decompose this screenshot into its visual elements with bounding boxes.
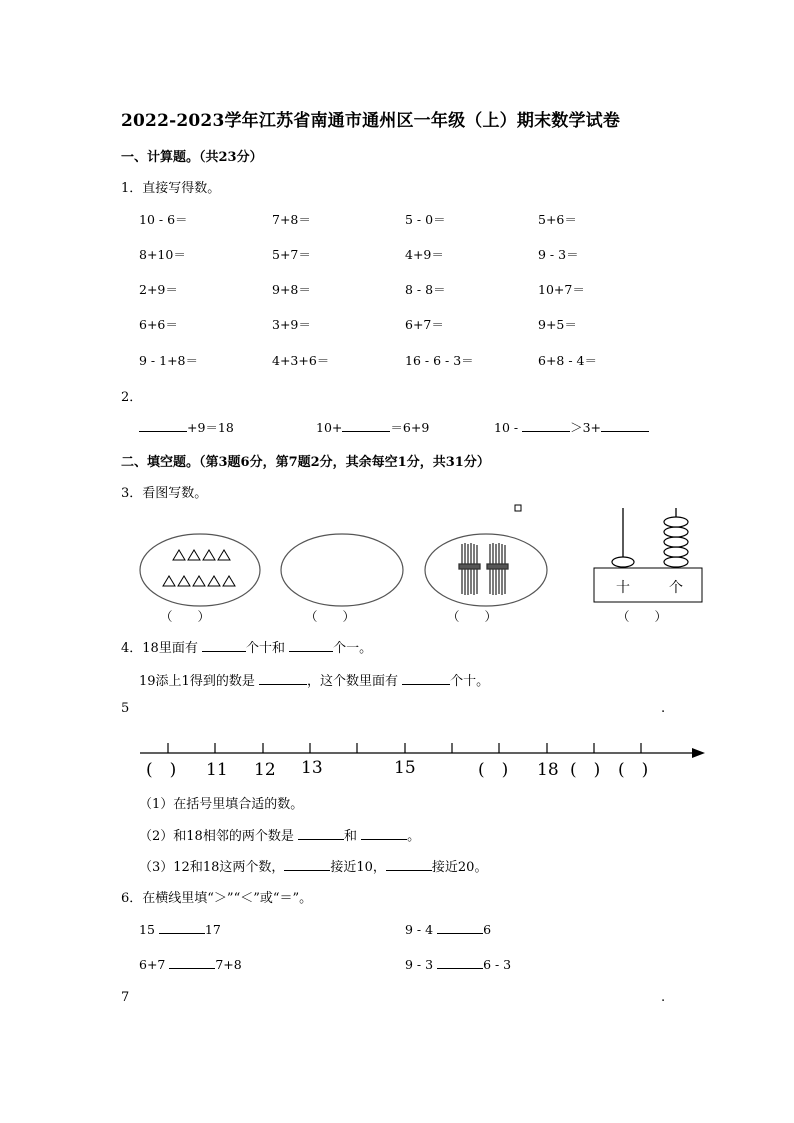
stick-bundle-icon bbox=[459, 543, 480, 595]
compare-item: 15 17 bbox=[139, 922, 221, 937]
calc-item: 9+5＝ bbox=[538, 317, 577, 332]
triangle-icon bbox=[163, 550, 235, 586]
abacus-bead bbox=[664, 537, 688, 547]
question-5-sub-1: （1）在括号里填合适的数。 bbox=[139, 797, 304, 812]
tick-label-blank: ( ) bbox=[618, 760, 649, 780]
question-4-line-2: 19添上1得到的数是 ，这个数里面有 个十。 bbox=[139, 674, 490, 689]
answer-blank[interactable] bbox=[169, 956, 215, 969]
fill-item-2: 10+ ＝6+9 bbox=[316, 420, 430, 435]
calc-item: 8 - 8＝ bbox=[405, 282, 446, 297]
calc-item: 2+9＝ bbox=[139, 282, 178, 297]
answer-blank[interactable] bbox=[361, 827, 407, 840]
tick-label: 13 bbox=[301, 758, 323, 778]
square-marker bbox=[515, 505, 521, 511]
calc-item: 6+8 - 4＝ bbox=[538, 353, 598, 368]
tick-label: 18 bbox=[537, 760, 559, 780]
answer-blank[interactable] bbox=[259, 672, 307, 685]
number-line bbox=[130, 733, 710, 783]
empty-ellipse bbox=[281, 534, 403, 606]
calc-item: 8+10＝ bbox=[139, 247, 186, 262]
question-3-label: 3．看图写数。 bbox=[121, 486, 208, 501]
tick-label: 12 bbox=[254, 760, 276, 780]
question-7-label: 7 bbox=[121, 990, 130, 1005]
question-5-sub-2: （2）和18相邻的两个数是 和 。 bbox=[139, 829, 421, 844]
answer-paren[interactable]: （ ） bbox=[617, 609, 668, 624]
question-5-dot: . bbox=[661, 701, 666, 716]
question-2-label: 2． bbox=[121, 390, 143, 405]
fill-item-1: +9＝18 bbox=[139, 418, 234, 436]
abacus-bead bbox=[664, 547, 688, 557]
calc-item: 5 - 0＝ bbox=[405, 212, 446, 227]
answer-blank[interactable] bbox=[402, 672, 450, 685]
stick-bundles-ellipse bbox=[425, 534, 547, 606]
compare-item: 9 - 4 6 bbox=[405, 922, 492, 937]
triangle-ellipse bbox=[140, 534, 260, 606]
abacus-bead bbox=[664, 517, 688, 527]
abacus-label-ones: 个 bbox=[669, 580, 683, 596]
answer-blank[interactable] bbox=[289, 639, 333, 652]
calc-item: 4+9＝ bbox=[405, 247, 444, 262]
answer-blank[interactable] bbox=[601, 419, 649, 432]
compare-item: 9 - 3 6 - 3 bbox=[405, 957, 512, 972]
question-5-label: 5 bbox=[121, 701, 130, 716]
answer-blank[interactable] bbox=[159, 921, 205, 934]
calc-item: 9 - 3＝ bbox=[538, 247, 579, 262]
tick-label-blank: ( ) bbox=[570, 760, 601, 780]
calc-item: 9 - 1+8＝ bbox=[139, 353, 199, 368]
answer-blank[interactable] bbox=[284, 858, 330, 871]
question-6-label: 6．在横线里填“＞”“＜”或“＝”。 bbox=[121, 891, 313, 906]
question-7-dot: . bbox=[661, 990, 666, 1005]
abacus-bead bbox=[664, 557, 688, 567]
question-4-line-1: 4．18里面有 个十和 个一。 bbox=[121, 641, 373, 656]
question-1-label: 1．直接写得数。 bbox=[121, 181, 221, 196]
answer-blank[interactable] bbox=[342, 419, 390, 432]
question-5-sub-3: （3）12和18这两个数， 接近10， 接近20。 bbox=[139, 860, 488, 875]
calc-item: 5+6＝ bbox=[538, 212, 577, 227]
abacus bbox=[594, 508, 702, 602]
calc-item: 4+3+6＝ bbox=[272, 353, 330, 368]
page-title: 2022-2023学年江苏省南通市通州区一年级（上）期末数学试卷 bbox=[121, 111, 621, 131]
calc-item: 10 - 6＝ bbox=[139, 212, 188, 227]
answer-blank[interactable] bbox=[386, 858, 432, 871]
section-2-heading: 二、填空题。（第3题6分，第7题2分，其余每空1分，共31分） bbox=[121, 455, 490, 470]
calc-item: 7+8＝ bbox=[272, 212, 311, 227]
answer-paren[interactable]: （ ） bbox=[447, 609, 498, 624]
tick-label-blank: ( ) bbox=[478, 760, 509, 780]
abacus-bead bbox=[612, 557, 634, 567]
fill-item-3: 10 - ＞3+ bbox=[494, 418, 649, 436]
answer-blank[interactable] bbox=[437, 956, 483, 969]
answer-paren[interactable]: （ ） bbox=[160, 609, 211, 624]
tick-label-blank: ( ) bbox=[146, 760, 177, 780]
calc-item: 6+7＝ bbox=[405, 317, 444, 332]
calc-item: 16 - 6 - 3＝ bbox=[405, 353, 474, 368]
calc-item: 3+9＝ bbox=[272, 317, 311, 332]
number-line-arrow-icon bbox=[692, 748, 705, 758]
calc-item: 9+8＝ bbox=[272, 282, 311, 297]
compare-item: 6+7 7+8 bbox=[139, 957, 242, 972]
calc-item: 5+7＝ bbox=[272, 247, 311, 262]
answer-blank[interactable] bbox=[522, 419, 570, 432]
abacus-bead bbox=[664, 527, 688, 537]
tick-label: 11 bbox=[206, 760, 228, 780]
answer-blank[interactable] bbox=[202, 639, 246, 652]
answer-blank[interactable] bbox=[437, 921, 483, 934]
tick-label: 15 bbox=[394, 758, 416, 778]
abacus-label-tens: 十 bbox=[616, 580, 630, 596]
answer-blank[interactable] bbox=[139, 419, 187, 432]
stick-bundle-icon bbox=[487, 543, 508, 595]
calc-item: 6+6＝ bbox=[139, 317, 178, 332]
calc-item: 10+7＝ bbox=[538, 282, 585, 297]
answer-paren[interactable]: （ ） bbox=[305, 609, 356, 624]
section-1-heading: 一、计算题。（共23分） bbox=[121, 150, 263, 165]
answer-blank[interactable] bbox=[298, 827, 344, 840]
